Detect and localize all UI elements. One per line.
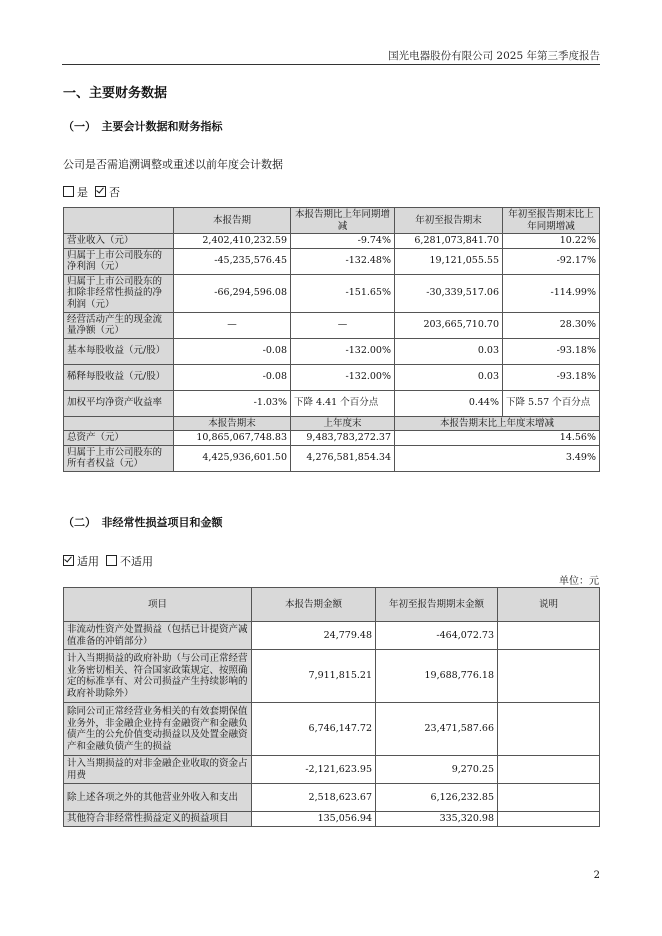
header-cell: 年初至报告期期末金额 bbox=[376, 588, 498, 622]
cell: 3.49% bbox=[395, 445, 600, 471]
cell: 下降 5.57 个百分点 bbox=[503, 390, 600, 416]
header-cell: 本报告期末比上年度末增减 bbox=[395, 416, 600, 431]
table-row bbox=[64, 431, 600, 446]
header-cell bbox=[64, 208, 174, 234]
option-na-label: 不适用 bbox=[120, 555, 153, 568]
header-cell: 本报告期比上年同期增减 bbox=[291, 208, 395, 234]
cell: 6,126,232.85 bbox=[376, 784, 498, 812]
cell: — bbox=[291, 312, 395, 338]
cell: 19,688,776.18 bbox=[376, 650, 498, 703]
cell: -66,294,596.08 bbox=[174, 274, 291, 312]
header-cell: 本报告期末 bbox=[174, 416, 291, 431]
header-cell: 本报告期金额 bbox=[252, 588, 376, 622]
row-label: 计入当期损益的对非金融企业收取的资金占用费 bbox=[64, 756, 252, 784]
cell: -114.99% bbox=[503, 274, 600, 312]
cell: 0.03 bbox=[395, 364, 503, 390]
row-label: 营业收入（元） bbox=[64, 234, 174, 249]
row-label: 其他符合非经常性损益定义的损益项目 bbox=[64, 812, 252, 827]
cell: -93.18% bbox=[503, 364, 600, 390]
cell: 2,402,410,232.59 bbox=[174, 234, 291, 249]
checkbox-yes[interactable] bbox=[63, 186, 74, 197]
cell: 6,746,147.72 bbox=[252, 703, 376, 756]
cell: 10,865,067,748.83 bbox=[174, 431, 291, 446]
cell: 10.22% bbox=[503, 234, 600, 249]
header-title: 国光电器股份有限公司 2025 年第三季度报告 bbox=[388, 50, 600, 62]
row-label: 除上述各项之外的其他营业外收入和支出 bbox=[64, 784, 252, 812]
table-row bbox=[64, 784, 600, 812]
header-cell: 上年度末 bbox=[291, 416, 395, 431]
table-row bbox=[64, 312, 600, 338]
header-cell: 年初至报告期末比上年同期增减 bbox=[503, 208, 600, 234]
cell bbox=[498, 812, 600, 827]
cell: 下降 4.41 个百分点 bbox=[291, 390, 395, 416]
table-subheader-row bbox=[64, 416, 600, 431]
row-label: 加权平均净资产收益率 bbox=[64, 390, 174, 416]
header-cell bbox=[64, 416, 174, 431]
restatement-question: 公司是否需追溯调整或重述以前年度会计数据 bbox=[63, 158, 283, 171]
row-label: 总资产（元） bbox=[64, 431, 174, 446]
section-title: 一、主要财务数据 bbox=[63, 86, 168, 101]
page-number: 2 bbox=[593, 870, 600, 881]
cell: 2,518,623.67 bbox=[252, 784, 376, 812]
key-financial-table bbox=[63, 207, 600, 472]
table-row bbox=[64, 445, 600, 471]
row-label: 除同公司正常经营业务相关的有效套期保值业务外，非金融企业持有金融资产和金融负债产生的公允价值变动损益以及处置金融资产和金融负债产生的损益 bbox=[64, 703, 252, 756]
option-apply-label: 适用 bbox=[77, 555, 99, 568]
cell: -151.65% bbox=[291, 274, 395, 312]
header-cell: 本报告期 bbox=[174, 208, 291, 234]
row-label: 经营活动产生的现金流量净额（元） bbox=[64, 312, 174, 338]
table-header-row bbox=[64, 588, 600, 622]
table-row bbox=[64, 338, 600, 364]
table-row bbox=[64, 812, 600, 827]
table-row bbox=[64, 364, 600, 390]
table-row bbox=[64, 703, 600, 756]
row-label: 计入当期损益的政府补助（与公司正常经营业务密切相关、符合国家政策规定、按照确定的标准享有、对公司损益产生持续影响的政府补助除外） bbox=[64, 650, 252, 703]
table-row bbox=[64, 622, 600, 650]
cell: 6,281,073,841.70 bbox=[395, 234, 503, 249]
checkbox-apply[interactable] bbox=[63, 555, 74, 566]
cell: 19,121,055.55 bbox=[395, 248, 503, 274]
header-cell: 年初至报告期末 bbox=[395, 208, 503, 234]
restatement-options bbox=[63, 184, 120, 200]
checkbox-not-apply[interactable] bbox=[106, 555, 117, 566]
cell: 24,779.48 bbox=[252, 622, 376, 650]
cell: -2,121,623.95 bbox=[252, 756, 376, 784]
table-row bbox=[64, 756, 600, 784]
subsection-title: （二） 非经常性损益项目和金额 bbox=[63, 516, 223, 529]
cell: -464,072.73 bbox=[376, 622, 498, 650]
cell: -132.00% bbox=[291, 364, 395, 390]
table-row bbox=[64, 248, 600, 274]
header-cell: 项目 bbox=[64, 588, 252, 622]
cell: -9.74% bbox=[291, 234, 395, 249]
unit-label: 单位：元 bbox=[559, 576, 599, 587]
table-row bbox=[64, 234, 600, 249]
cell bbox=[498, 650, 600, 703]
header-cell: 说明 bbox=[498, 588, 600, 622]
table-row bbox=[64, 390, 600, 416]
option-yes-label: 是 bbox=[77, 186, 88, 199]
cell bbox=[498, 756, 600, 784]
cell: 335,320.98 bbox=[376, 812, 498, 827]
row-label: 基本每股收益（元/股） bbox=[64, 338, 174, 364]
cell: 23,471,587.66 bbox=[376, 703, 498, 756]
cell: -0.08 bbox=[174, 338, 291, 364]
cell bbox=[498, 784, 600, 812]
cell: -45,235,576.45 bbox=[174, 248, 291, 274]
cell: -1.03% bbox=[174, 390, 291, 416]
row-label: 归属于上市公司股东的所有者权益（元） bbox=[64, 445, 174, 471]
cell: 28.30% bbox=[503, 312, 600, 338]
header-rule bbox=[62, 64, 600, 65]
cell: 9,270.25 bbox=[376, 756, 498, 784]
subsection-title: （一） 主要会计数据和财务指标 bbox=[63, 120, 223, 133]
cell: -30,339,517.06 bbox=[395, 274, 503, 312]
cell: 135,056.94 bbox=[252, 812, 376, 827]
row-label: 归属于上市公司股东的扣除非经常性损益的净利润（元） bbox=[64, 274, 174, 312]
cell: 203,665,710.70 bbox=[395, 312, 503, 338]
cell: -132.00% bbox=[291, 338, 395, 364]
cell: -92.17% bbox=[503, 248, 600, 274]
cell: 14.56% bbox=[395, 431, 600, 446]
cell: 4,276,581,854.34 bbox=[291, 445, 395, 471]
cell: 0.44% bbox=[395, 390, 503, 416]
table-header-row bbox=[64, 208, 600, 234]
row-label: 归属于上市公司股东的净利润（元） bbox=[64, 248, 174, 274]
cell: — bbox=[174, 312, 291, 338]
cell: 9,483,783,272.37 bbox=[291, 431, 395, 446]
applicability-options bbox=[63, 553, 153, 569]
cell: -132.48% bbox=[291, 248, 395, 274]
row-label: 稀释每股收益（元/股） bbox=[64, 364, 174, 390]
row-label: 非流动性资产处置损益（包括已计提资产减值准备的冲销部分） bbox=[64, 622, 252, 650]
non-recurring-table bbox=[63, 587, 600, 827]
table-row bbox=[64, 650, 600, 703]
cell: -0.08 bbox=[174, 364, 291, 390]
cell: -93.18% bbox=[503, 338, 600, 364]
cell: 0.03 bbox=[395, 338, 503, 364]
cell bbox=[498, 703, 600, 756]
cell: 4,425,936,601.50 bbox=[174, 445, 291, 471]
cell: 7,911,815.21 bbox=[252, 650, 376, 703]
checkbox-no[interactable] bbox=[95, 186, 106, 197]
option-no-label: 否 bbox=[109, 186, 120, 199]
table-row bbox=[64, 274, 600, 312]
cell bbox=[498, 622, 600, 650]
